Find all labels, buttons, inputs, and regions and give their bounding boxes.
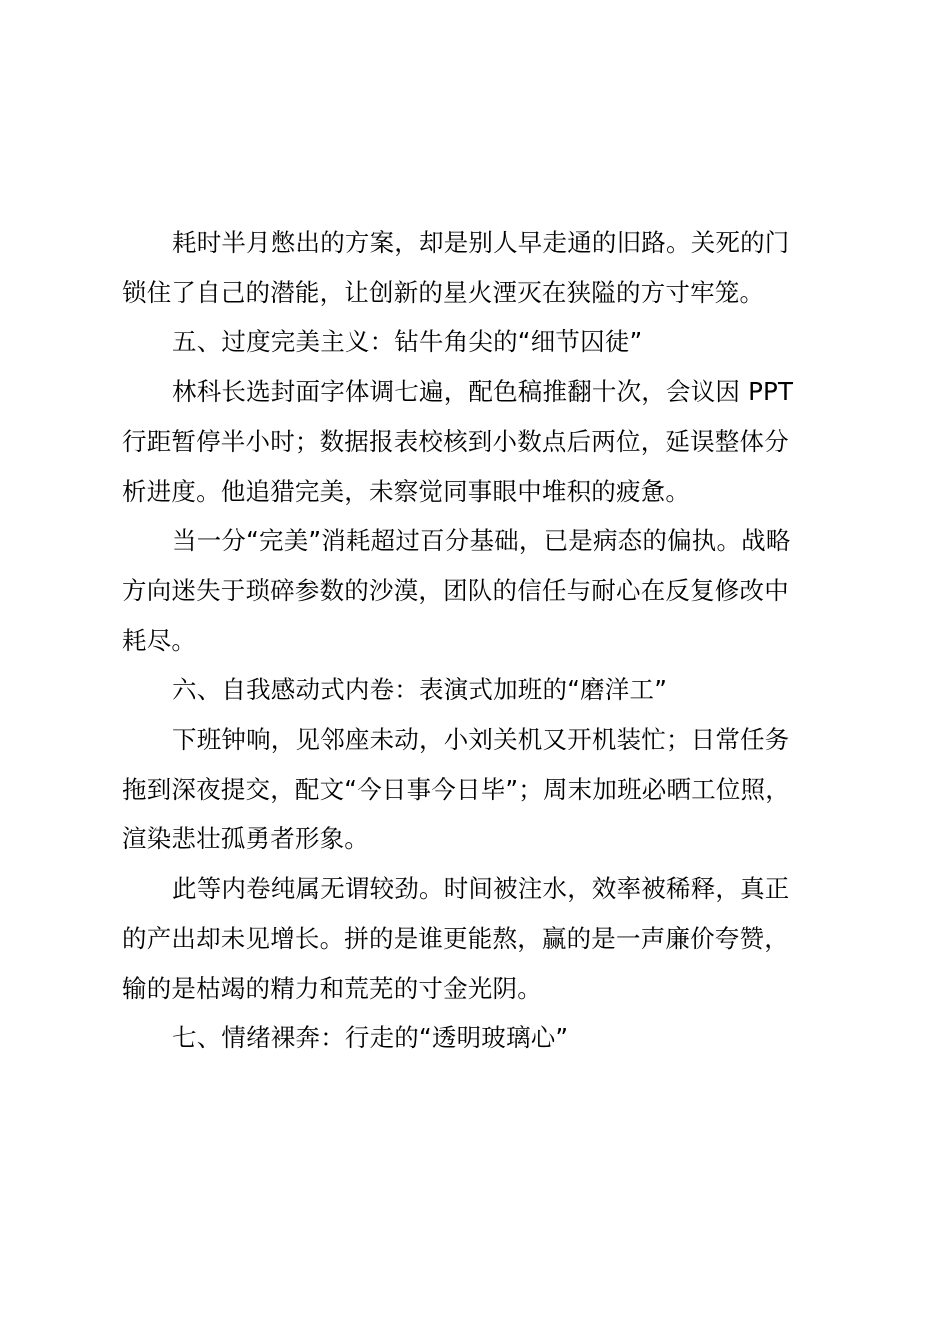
text-line: 输的是枯竭的精力和荒芜的寸金光阴。	[122, 973, 542, 1003]
text-line: 析进度。他追猎完美，未察觉同事眼中堆积的疲惫。	[122, 476, 691, 506]
section-heading-5	[122, 317, 812, 367]
text-line: 当一分“完美”消耗超过百分基础，已是病态的偏执。战略	[172, 526, 791, 556]
heading-text: 七、情绪裸奔：行走的“透明玻璃心”	[172, 1023, 569, 1053]
text-line: 锁住了自己的潜能，让创新的星火湮灭在狭隘的方寸牢笼。	[122, 277, 765, 307]
text-line: 下班钟响，见邻座未动，小刘关机又开机装忙；日常任务	[172, 725, 790, 755]
text-line: 林科长选封面字体调七遍，配色稿推翻十次，会议因 PPT	[172, 377, 794, 407]
section-heading-7	[122, 1013, 812, 1063]
text-line: 耗时半月憋出的方案，却是别人早走通的旧路。关死的门	[172, 228, 790, 257]
text-line: 此等内卷纯属无谓较劲。时间被注水，效率被稀释，真正	[172, 874, 790, 904]
text-line: 拖到深夜提交，配文“今日事今日毕”；周末加班必晒工位照，	[122, 774, 790, 804]
body-paragraph	[122, 864, 812, 1013]
text-line: 行距暂停半小时；数据报表校核到小数点后两位，延误整体分	[122, 426, 789, 456]
heading-text: 六、自我感动式内卷：表演式加班的“磨洋工”	[172, 675, 668, 705]
text-line: 方向迷失于琐碎参数的沙漠，团队的信任与耐心在反复修改中	[122, 575, 789, 605]
body-paragraph	[122, 715, 812, 864]
text-line: 渲染悲壮孤勇者形象。	[122, 824, 369, 854]
document-page	[122, 218, 812, 1063]
text-line: 的产出却未见增长。拼的是谁更能熬，赢的是一声廉价夸赞，	[122, 923, 789, 953]
text-line: 耗尽。	[122, 625, 197, 655]
body-paragraph	[122, 367, 812, 516]
body-paragraph	[122, 218, 812, 317]
section-heading-6	[122, 665, 812, 715]
body-paragraph	[122, 516, 812, 665]
heading-text: 五、过度完美主义：钻牛角尖的“细节囚徒”	[172, 327, 643, 357]
